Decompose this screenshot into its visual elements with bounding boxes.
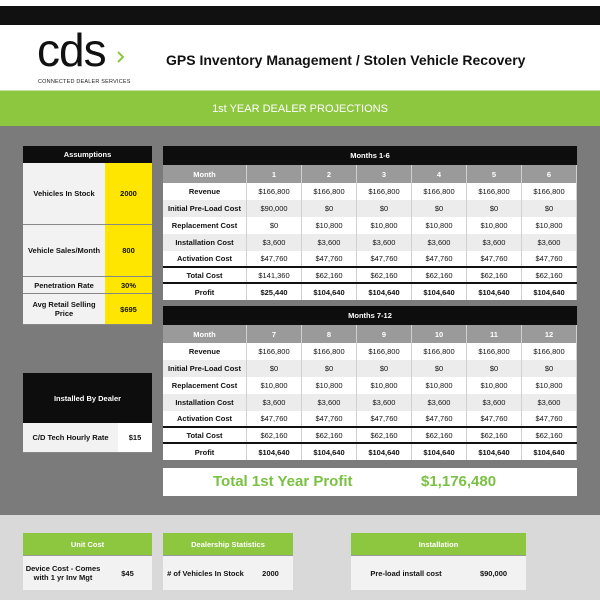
table-row: [163, 251, 577, 268]
table-cell: $3,600: [412, 234, 467, 251]
assumption-value[interactable]: 30%: [105, 277, 152, 294]
table-cell: $47,760: [467, 251, 522, 266]
device-cost-value[interactable]: $45: [103, 555, 152, 590]
table-row: [163, 377, 577, 394]
total-profit-value: $1,176,480: [421, 473, 497, 490]
month-header-row: [163, 325, 577, 343]
table-cell: $166,800: [357, 343, 412, 360]
table-cell: $104,640: [357, 444, 412, 460]
month-header-cell: 9: [357, 325, 412, 343]
assumption-value[interactable]: $695: [105, 294, 152, 325]
assumption-value[interactable]: 800: [105, 225, 152, 277]
installed-header: Installed By Dealer: [23, 373, 152, 423]
row-label: Initial Pre-Load Cost: [163, 360, 247, 377]
table-cell: $62,160: [302, 268, 357, 282]
table-cell: $10,800: [302, 217, 357, 234]
table-cell: $47,760: [302, 251, 357, 266]
table-cell: $62,160: [357, 268, 412, 282]
logo-text: cds: [37, 24, 106, 76]
table-cell: $47,760: [412, 411, 467, 426]
table-cell: $3,600: [247, 234, 302, 251]
table-cell: $10,800: [412, 217, 467, 234]
table-cell: $104,640: [522, 444, 577, 460]
table-cell: $62,160: [467, 428, 522, 442]
table-cell: $0: [302, 200, 357, 217]
preload-install-value[interactable]: $90,000: [461, 555, 526, 590]
table-cell: $0: [412, 360, 467, 377]
table-cell: $0: [522, 200, 577, 217]
table-cell: $62,160: [467, 268, 522, 282]
assumption-label: Vehicle Sales/Month: [23, 225, 105, 277]
month-header-cell: Month: [163, 165, 247, 183]
table-cell: $104,640: [467, 284, 522, 300]
table-cell: $166,800: [522, 183, 577, 200]
table-cell: $166,800: [247, 183, 302, 200]
table-cell: $0: [357, 360, 412, 377]
table-cell: $3,600: [467, 394, 522, 411]
table-cell: $3,600: [357, 394, 412, 411]
total-profit-label: Total 1st Year Profit: [213, 473, 353, 490]
table-row: [163, 343, 577, 360]
month-header-cell: 1: [247, 165, 302, 183]
page-title: GPS Inventory Management / Stolen Vehicle Recovery: [166, 52, 526, 68]
table-cell: $47,760: [412, 251, 467, 266]
row-label: Replacement Cost: [163, 377, 247, 394]
tech-rate-label: C/D Tech Hourly Rate: [23, 423, 118, 453]
month-header-cell: 12: [522, 325, 577, 343]
row-label: Activation Cost: [163, 411, 247, 426]
table-cell: $10,800: [467, 217, 522, 234]
assumptions-header: Assumptions: [23, 146, 152, 163]
table-cell: $10,800: [522, 217, 577, 234]
row-label: Revenue: [163, 183, 247, 200]
table-cell: $166,800: [467, 183, 522, 200]
logo-subtitle: CONNECTED DEALER SERVICES: [38, 79, 131, 85]
table-cell: $62,160: [302, 428, 357, 442]
month-header-cell: 5: [467, 165, 522, 183]
month-header-cell: 6: [522, 165, 577, 183]
table-cell: $0: [467, 360, 522, 377]
table-cell: $166,800: [522, 343, 577, 360]
table-row: [163, 360, 577, 377]
table-cell: $166,800: [247, 343, 302, 360]
table-cell: $104,640: [522, 284, 577, 300]
table-cell: $10,800: [522, 377, 577, 394]
table-cell: $104,640: [302, 284, 357, 300]
table-row: [163, 268, 577, 284]
assumption-label: Penetration Rate: [23, 277, 105, 294]
table-cell: $166,800: [412, 183, 467, 200]
table-cell: $0: [357, 200, 412, 217]
header: [0, 25, 600, 90]
table-cell: $3,600: [522, 234, 577, 251]
table-cell: $0: [302, 360, 357, 377]
table-cell: $47,760: [302, 411, 357, 426]
table-cell: $0: [467, 200, 522, 217]
device-cost-label: Device Cost - Comes with 1 yr Inv Mgt: [23, 555, 103, 590]
row-label: Revenue: [163, 343, 247, 360]
row-label: Total Cost: [163, 428, 247, 442]
dealership-stats-header: Dealership Statistics: [163, 533, 293, 555]
month-header-cell: 3: [357, 165, 412, 183]
table-cell: $10,800: [467, 377, 522, 394]
table-cell: $166,800: [412, 343, 467, 360]
table-row: [163, 428, 577, 444]
table-cell: $3,600: [302, 234, 357, 251]
table-cell: $90,000: [247, 200, 302, 217]
months-7-12-title: Months 7-12: [163, 306, 577, 325]
table-cell: $10,800: [357, 217, 412, 234]
table-cell: $3,600: [467, 234, 522, 251]
assumption-label: Avg Retail Selling Price: [23, 294, 105, 325]
row-label: Installation Cost: [163, 234, 247, 251]
table-cell: $3,600: [247, 394, 302, 411]
month-header-cell: 4: [412, 165, 467, 183]
table-cell: $166,800: [302, 343, 357, 360]
assumption-value[interactable]: 2000: [105, 163, 152, 225]
months-1-6-title: Months 1-6: [163, 146, 577, 165]
table-cell: $3,600: [302, 394, 357, 411]
row-label: Activation Cost: [163, 251, 247, 266]
table-cell: $3,600: [412, 394, 467, 411]
cds-logo: [37, 24, 147, 87]
table-cell: $62,160: [412, 428, 467, 442]
table-cell: $166,800: [302, 183, 357, 200]
top-bar: [0, 6, 600, 25]
table-cell: $0: [247, 217, 302, 234]
table-cell: $10,800: [357, 377, 412, 394]
month-header-cell: 7: [247, 325, 302, 343]
table-cell: $104,640: [412, 444, 467, 460]
table-cell: $104,640: [357, 284, 412, 300]
projections-title: 1st YEAR DEALER PROJECTIONS: [212, 103, 388, 115]
row-label: Replacement Cost: [163, 217, 247, 234]
table-cell: $47,760: [522, 411, 577, 426]
table-cell: $47,760: [522, 251, 577, 266]
row-label: Profit: [163, 444, 247, 460]
table-cell: $10,800: [247, 377, 302, 394]
month-header-cell: 10: [412, 325, 467, 343]
table-cell: $0: [247, 360, 302, 377]
table-cell: $3,600: [357, 234, 412, 251]
installed-by-dealer: [23, 373, 152, 453]
table-row: [163, 284, 577, 300]
table-cell: $62,160: [522, 268, 577, 282]
table-cell: $10,800: [412, 377, 467, 394]
row-label: Total Cost: [163, 268, 247, 282]
table-cell: $104,640: [467, 444, 522, 460]
projections-band: [0, 90, 600, 126]
table-cell: $62,160: [412, 268, 467, 282]
table-cell: $47,760: [247, 411, 302, 426]
assumption-label: Vehicles In Stock: [23, 163, 105, 225]
month-header-cell: 11: [467, 325, 522, 343]
month-header-row: [163, 165, 577, 183]
preload-install-label: Pre-load install cost: [351, 555, 461, 590]
chevron-right-icon: [117, 51, 125, 63]
table-cell: $104,640: [412, 284, 467, 300]
table-cell: $141,360: [247, 268, 302, 282]
table-cell: $62,160: [522, 428, 577, 442]
tech-rate-value[interactable]: $15: [118, 423, 152, 453]
table-cell: $47,760: [357, 411, 412, 426]
table-cell: $62,160: [357, 428, 412, 442]
unit-cost-header: Unit Cost: [23, 533, 152, 555]
table-cell: $62,160: [247, 428, 302, 442]
table-row: [163, 183, 577, 200]
table-row: [163, 217, 577, 234]
table-cell: $104,640: [247, 444, 302, 460]
month-header-cell: 8: [302, 325, 357, 343]
row-label: Installation Cost: [163, 394, 247, 411]
installation-header: Installation: [351, 533, 526, 555]
month-header-cell: Month: [163, 325, 247, 343]
table-cell: $166,800: [357, 183, 412, 200]
row-label: Profit: [163, 284, 247, 300]
table-cell: $3,600: [522, 394, 577, 411]
table-cell: $166,800: [467, 343, 522, 360]
table-cell: $25,440: [247, 284, 302, 300]
table-row: [163, 444, 577, 460]
table-cell: $0: [522, 360, 577, 377]
total-profit-box: [163, 468, 577, 496]
table-cell: $47,760: [357, 251, 412, 266]
table-cell: $104,640: [302, 444, 357, 460]
month-header-cell: 2: [302, 165, 357, 183]
table-cell: $0: [412, 200, 467, 217]
table-row: [163, 411, 577, 428]
vehicles-in-stock-label: # of Vehicles In Stock: [163, 555, 248, 590]
vehicles-in-stock-value[interactable]: 2000: [248, 555, 293, 590]
table-row: [163, 200, 577, 217]
row-label: Initial Pre-Load Cost: [163, 200, 247, 217]
table-row: [163, 234, 577, 251]
table-cell: $47,760: [247, 251, 302, 266]
table-row: [163, 394, 577, 411]
table-cell: $47,760: [467, 411, 522, 426]
table-cell: $10,800: [302, 377, 357, 394]
